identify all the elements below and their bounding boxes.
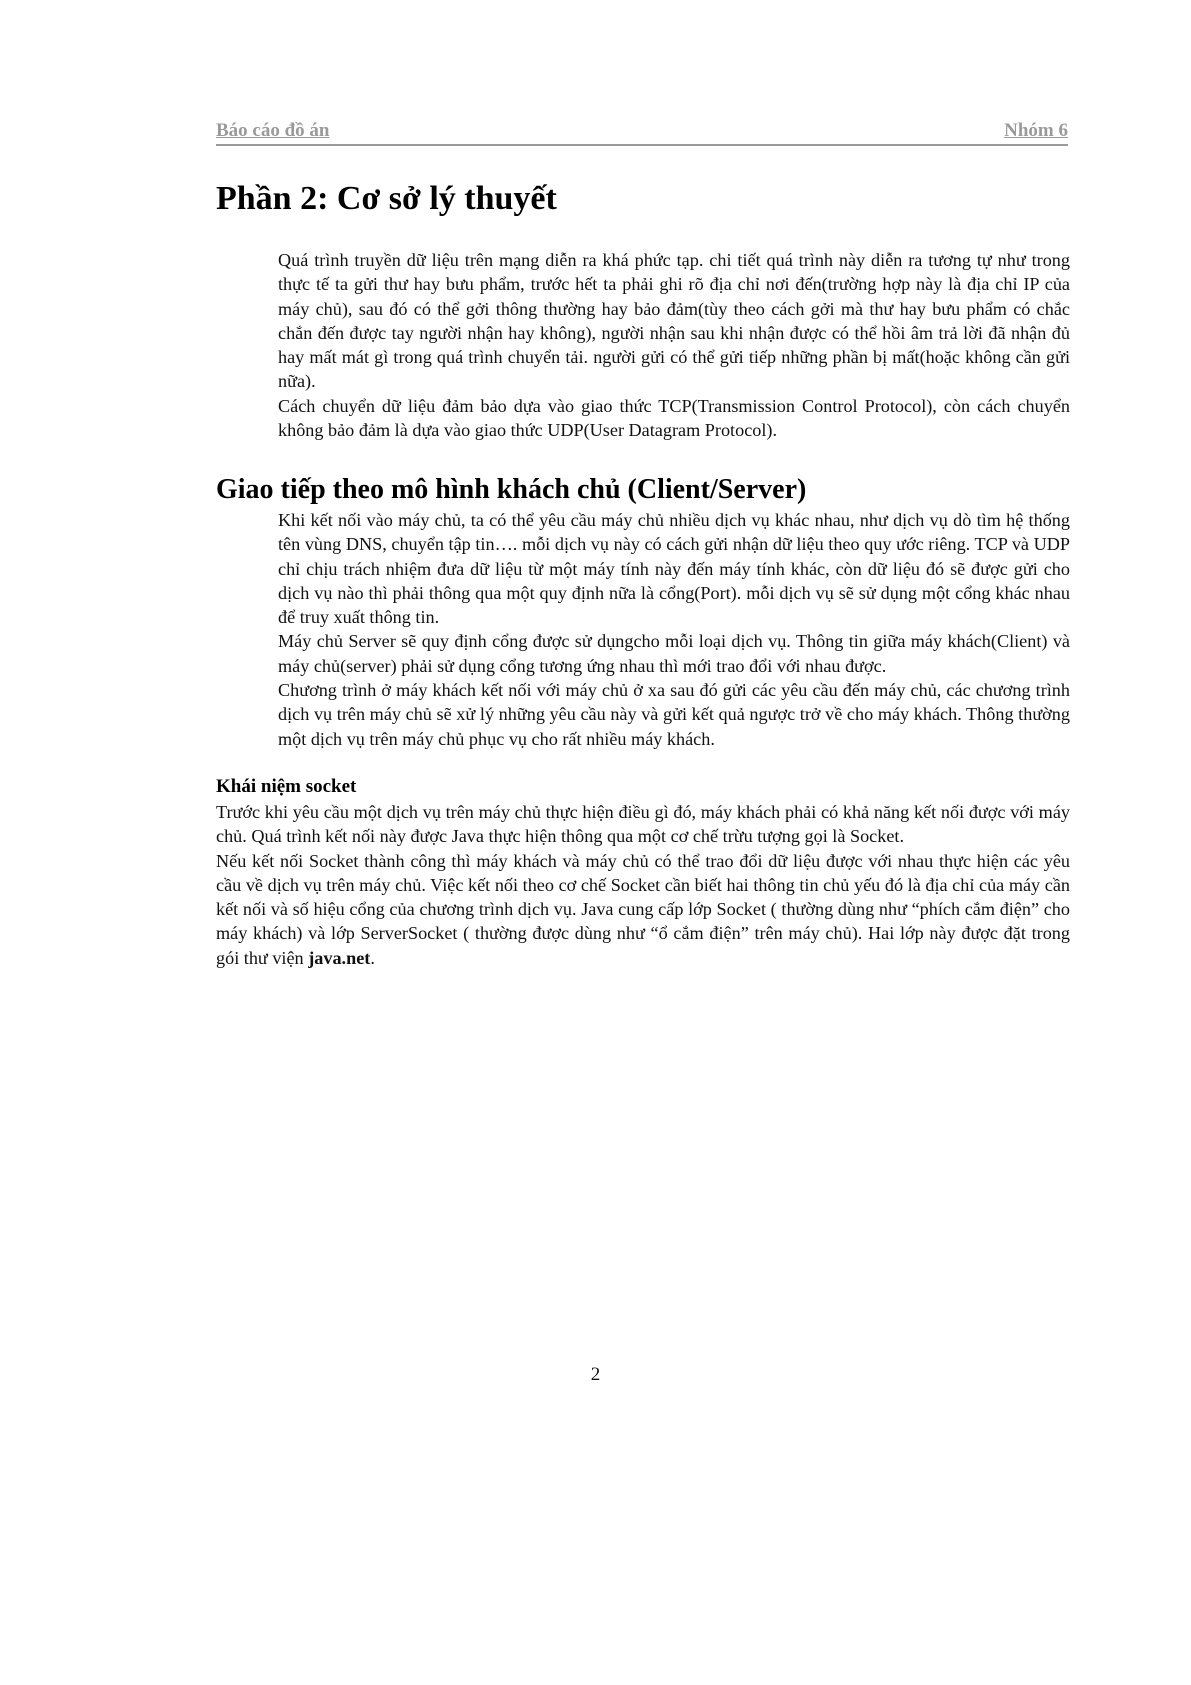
java-net-package: java.net — [308, 947, 371, 968]
header-right: Nhóm 6 — [1004, 120, 1068, 141]
page-header — [216, 118, 1068, 146]
socket-paragraph-2-text: Nếu kết nối Socket thành công thì máy khách và máy chủ có thể trao đổi dữ liệu được với nhau thực hiện các yêu cầu về dịch vụ trên máy chủ. Việc kết nối theo cơ chế Socket cần biết hai thông tin chủ yếu đó là địa chỉ của máy cần kết nối và số hiệu cổng của chương trình dịch vụ. Java cung cấp lớp Socket ( thường dùng như “phích cắm điện” cho máy khách) và lớp ServerSocket ( thường được dùng như “ổ cắm điện” trên máy chủ). Hai lớp này được đặt trong gói thư viện — [216, 850, 1070, 968]
socket-paragraph-1: Trước khi yêu cầu một dịch vụ trên máy chủ thực hiện điều gì đó, máy khách phải có khả năng kết nối được với máy chủ. Quá trình kết nối này được Java thực hiện thông qua một cơ chế trừu tượng gọi là Socket. — [216, 802, 1070, 847]
page-number: 2 — [590, 1364, 601, 1385]
socket-section — [216, 800, 1070, 970]
socket-heading: Khái niệm socket — [216, 776, 357, 797]
intro-paragraph-1: Quá trình truyền dữ liệu trên mạng diễn ra khá phức tạp. chi tiết quá trình này diễn ra tương tự như trong thực tế ta gửi thư hay bưu phẩm, trước hết ta phải ghi rõ địa chỉ nơi đến(trường hợp này là địa chỉ IP của máy chủ), sau đó có thể gởi thông thường hay bảo đảm(tùy theo cách gởi mà thư hay bưu phẩm có chắc chắn đến được tay người nhận hay không), người nhận sau khi nhận được có thể hồi âm trả lời đã nhận đủ hay mất mát gì trong quá trình chuyển tải. người gửi có thể gửi tiếp những phần bị mất(hoặc không cần gửi nữa). — [278, 250, 1070, 392]
client-server-paragraph-1: Khi kết nối vào máy chủ, ta có thể yêu cầu máy chủ nhiều dịch vụ khác nhau, như dịch vụ dò tìm hệ thống tên vùng DNS, chuyển tập tin…. mỗi dịch vụ này có cách gửi nhận dữ liệu theo quy ước riêng. TCP và UDP chỉ chịu trách nhiệm đưa dữ liệu từ một máy tính này đến máy tính khác, còn dữ liệu đó sẽ được gửi cho dịch vụ nào thì phải thông qua một quy định nữa là cổng(Port). mỗi dịch vụ sẽ sử dụng một cổng khác nhau để truy xuất thông tin. — [278, 510, 1070, 628]
section-title: Phần 2: Cơ sở lý thuyết — [216, 180, 557, 217]
client-server-paragraph-2: Máy chủ Server sẽ quy định cổng được sử dụngcho mỗi loại dịch vụ. Thông tin giữa máy khách(Client) và máy chủ(server) phải sử dụng cổng tương ứng nhau thì mới trao đổi với nhau được. — [278, 631, 1070, 676]
client-server-section — [278, 508, 1070, 751]
client-server-heading: Giao tiếp theo mô hình khách chủ (Client/Server) — [216, 474, 807, 505]
intro-section — [278, 248, 1070, 442]
socket-paragraph-2 — [216, 849, 1070, 970]
client-server-paragraph-3: Chương trình ở máy khách kết nối với máy chủ ở xa sau đó gửi các yêu cầu đến máy chủ, các chương trình dịch vụ trên máy chủ sẽ xử lý những yêu cầu này và gửi kết quả ngược trở về cho máy khách. Thông thường một dịch vụ trên máy chủ phục vụ cho rất nhiều máy khách. — [278, 680, 1070, 749]
socket-paragraph-2-end: . — [370, 947, 375, 968]
header-left: Báo cáo đồ án — [216, 120, 330, 141]
intro-paragraph-2: Cách chuyển dữ liệu đảm bảo dựa vào giao thức TCP(Transmission Control Protocol), còn cách chuyển không bảo đảm là dựa vào giao thức UDP(User Datagram Protocol). — [278, 395, 1070, 441]
